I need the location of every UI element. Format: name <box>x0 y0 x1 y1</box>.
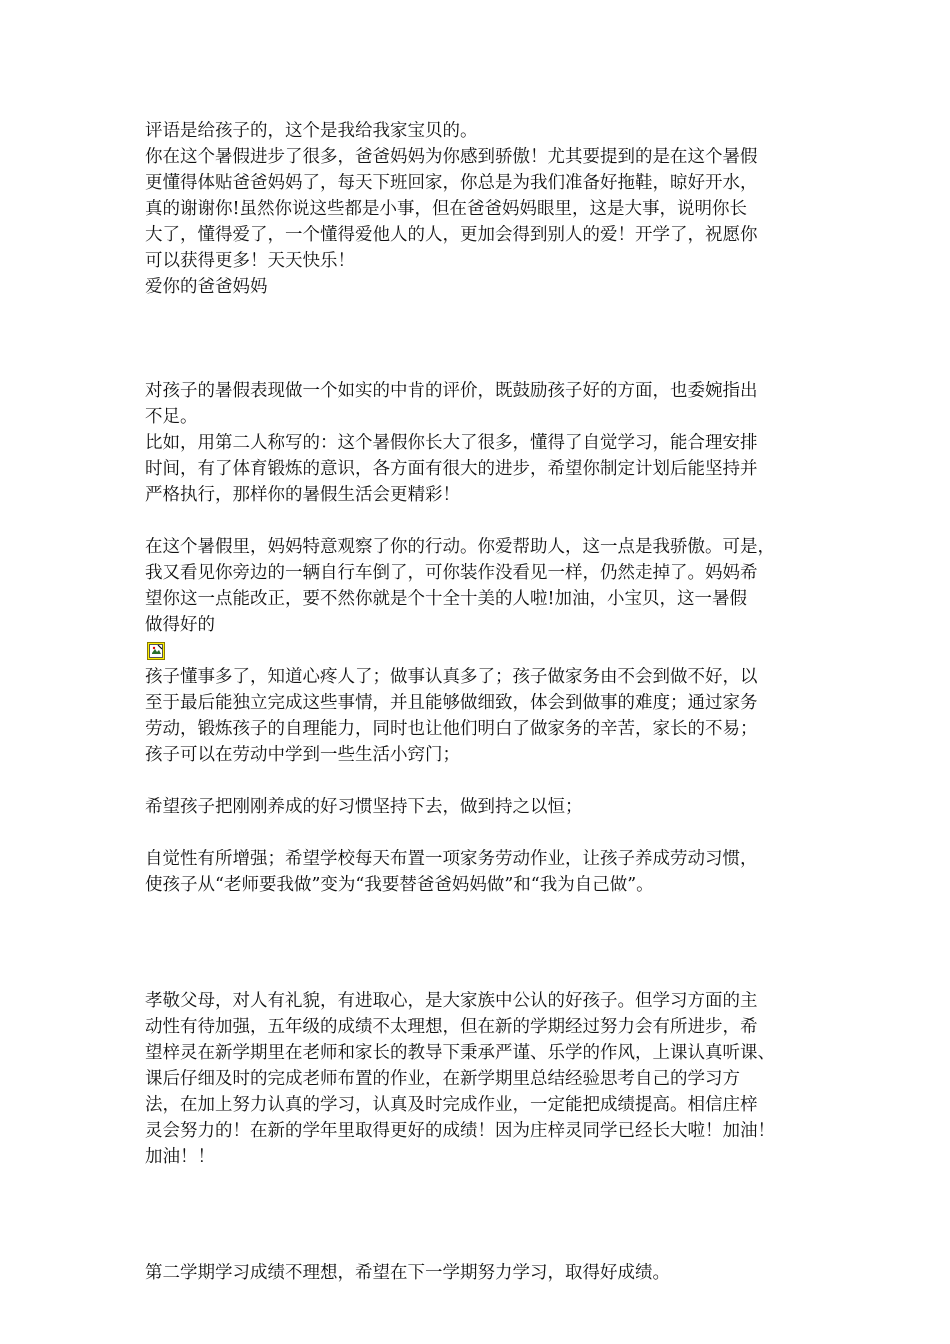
document-page <box>145 118 815 1286</box>
broken-image-icon <box>147 642 165 660</box>
text-line: 孩子可以在劳动中学到一些生活小窍门； <box>145 745 460 765</box>
paragraph-section-5 <box>145 794 815 820</box>
spacer <box>145 1170 815 1260</box>
text-line: 真的谢谢你!虽然你说这些都是小事，但在爸爸妈妈眼里，这是大事，说明你长 <box>145 199 748 219</box>
text-line: 至于最后能独立完成这些事情，并且能够做细致，体会到做事的难度；通过家务 <box>145 693 758 713</box>
text-line: 对孩子的暑假表现做一个如实的中肯的评价，既鼓励孩子好的方面，也委婉指出 <box>145 381 758 401</box>
text-line: 在这个暑假里，妈妈特意观察了你的行动。你爱帮助人，这一点是我骄傲。可是， <box>145 537 775 557</box>
spacer <box>145 768 815 794</box>
spacer <box>145 820 815 846</box>
text-line: 不足。 <box>145 407 198 427</box>
spacer <box>145 300 815 378</box>
text-line: 灵会努力的！在新的学年里取得更好的成绩！因为庄梓灵同学已经长大啦！加油！ <box>145 1121 775 1141</box>
text-line: 孩子懂事多了，知道心疼人了；做事认真多了；孩子做家务由不会到做不好，以 <box>145 667 758 687</box>
text-line: 做得好的 <box>145 615 215 635</box>
spacer <box>145 898 815 988</box>
paragraph-section-2 <box>145 378 815 508</box>
paragraph-section-4 <box>145 664 815 768</box>
text-line: 可以获得更多！天天快乐！ <box>145 251 355 271</box>
paragraph-section-1 <box>145 118 815 300</box>
text-line: 自觉性有所增强；希望学校每天布置一项家务劳动作业，让孩子养成劳动习惯， <box>145 849 758 869</box>
text-line: 课后仔细及时的完成老师布置的作业，在新学期里总结经验思考自己的学习方 <box>145 1069 740 1089</box>
text-line: 加油！！ <box>145 1147 215 1167</box>
text-line: 时间，有了体育锻炼的意识，各方面有很大的进步，希望你制定计划后能坚持并 <box>145 459 758 479</box>
paragraph-section-6 <box>145 846 815 898</box>
text-line: 比如，用第二人称写的：这个暑假你长大了很多，懂得了自觉学习，能合理安排 <box>145 433 758 453</box>
spacer <box>145 508 815 534</box>
text-line: 更懂得体贴爸爸妈妈了，每天下班回家，你总是为我们准备好拖鞋，晾好开水， <box>145 173 758 193</box>
text-line: 评语是给孩子的，这个是我给我家宝贝的。 <box>145 121 478 141</box>
text-line: 你在这个暑假进步了很多，爸爸妈妈为你感到骄傲！尤其要提到的是在这个暑假 <box>145 147 758 167</box>
text-line: 孝敬父母，对人有礼貌，有进取心，是大家族中公认的好孩子。但学习方面的主 <box>145 991 758 1011</box>
text-line: 望梓灵在新学期里在老师和家长的教导下秉承严谨、乐学的作风，上课认真听课、 <box>145 1043 775 1063</box>
text-line: 我又看见你旁边的一辆自行车倒了，可你装作没看见一样，仍然走掉了。妈妈希 <box>145 563 758 583</box>
text-line: 望你这一点能改正，要不然你就是个十全十美的人啦!加油，小宝贝，这一暑假 <box>145 589 748 609</box>
text-line: 爱你的爸爸妈妈 <box>145 277 268 297</box>
text-line: 希望孩子把刚刚养成的好习惯坚持下去，做到持之以恒； <box>145 797 583 817</box>
text-line: 第二学期学习成绩不理想，希望在下一学期努力学习，取得好成绩。 <box>145 1263 670 1283</box>
text-line: 动性有待加强，五年级的成绩不太理想，但在新的学期经过努力会有所进步，希 <box>145 1017 758 1037</box>
paragraph-section-3 <box>145 534 815 638</box>
text-line: 严格执行，那样你的暑假生活会更精彩！ <box>145 485 460 505</box>
paragraph-section-7 <box>145 988 815 1170</box>
paragraph-section-8 <box>145 1260 815 1286</box>
text-line: 大了，懂得爱了，一个懂得爱他人的人，更加会得到别人的爱！开学了，祝愿你 <box>145 225 758 245</box>
text-line: 使孩子从“老师要我做”变为“我要替爸爸妈妈做”和“我为自己做”。 <box>145 875 654 895</box>
text-line: 劳动，锻炼孩子的自理能力，同时也让他们明白了做家务的辛苦，家长的不易； <box>145 719 758 739</box>
text-line: 法，在加上努力认真的学习，认真及时完成作业，一定能把成绩提高。相信庄梓 <box>145 1095 758 1115</box>
